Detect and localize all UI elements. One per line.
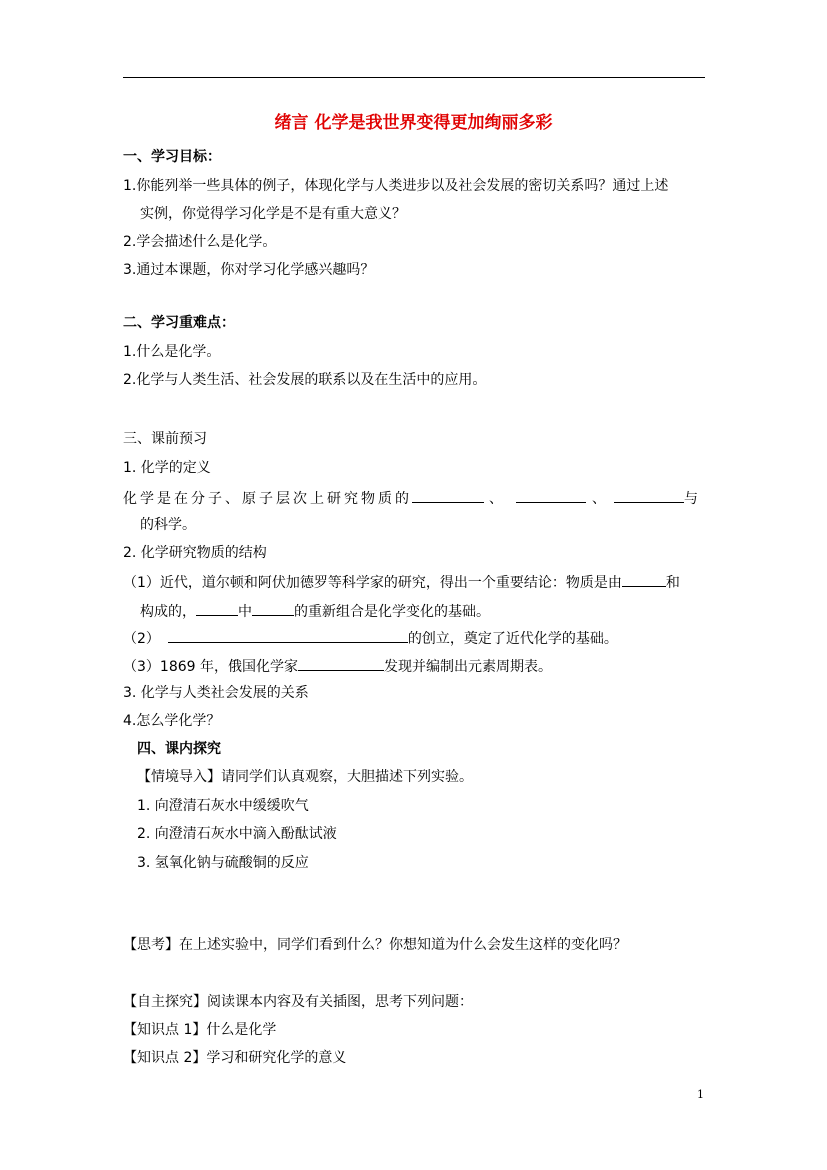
fill-blank[interactable] — [412, 488, 484, 503]
structure-item-3 — [123, 656, 552, 676]
fill-blank[interactable] — [622, 572, 666, 587]
scenario-intro: 【情境导入】请同学们认真观察，大胆描述下列实验。 — [137, 769, 473, 785]
structure-item-2 — [123, 628, 618, 648]
structure-text: 的重新组合是化学变化的基础。 — [294, 604, 490, 620]
experiment-item: 3. 氢氧化钠与硫酸铜的反应 — [137, 855, 309, 871]
structure-text: （2） — [123, 631, 160, 647]
definition-line2: 的科学。 — [140, 517, 196, 533]
structure-text: 发现并编制出元素周期表。 — [384, 659, 552, 675]
self-explore-prompt: 【自主探究】阅读课本内容及有关插图，思考下列问题： — [123, 994, 473, 1010]
key-point-item: 2.化学与人类生活、社会发展的联系以及在生活中的应用。 — [123, 372, 487, 388]
goal-item: 3.通过本课题，你对学习化学感兴趣吗？ — [123, 262, 375, 278]
goal-item: 2.学会描述什么是化学。 — [123, 234, 277, 250]
structure-text: 中 — [238, 604, 252, 620]
structure-text: 的创立，奠定了近代化学的基础。 — [407, 631, 618, 647]
header-rule — [123, 77, 705, 78]
structure-text: 和 — [665, 575, 680, 591]
goal-item: 实例，你觉得学习化学是不是有重大意义？ — [140, 206, 406, 222]
definition-text: 化学是在分子、原子层次上研究物质的 — [123, 491, 412, 507]
goal-item: 1.你能列举一些具体的例子，体现化学与人类进步以及社会发展的密切关系吗？通过上述 — [123, 178, 669, 194]
key-points-heading: 二、学习重难点： — [123, 315, 235, 331]
explore-heading: 四、课内探究 — [137, 741, 221, 757]
fill-blank[interactable] — [614, 488, 684, 503]
knowledge-point-2: 【知识点 2】学习和研究化学的意义 — [123, 1050, 347, 1066]
fill-blank[interactable] — [516, 488, 586, 503]
knowledge-point-1: 【知识点 1】什么是化学 — [123, 1022, 277, 1038]
how-to-heading: 4.怎么学化学？ — [123, 713, 221, 729]
preview-heading: 三、课前预习 — [123, 431, 207, 447]
structure-text: （3）1869 年，俄国化学家 — [123, 659, 298, 675]
goals-heading: 一、学习目标： — [123, 149, 221, 165]
definition-heading: 1. 化学的定义 — [123, 460, 211, 476]
key-point-item: 1.什么是化学。 — [123, 344, 221, 360]
fill-blank[interactable] — [252, 601, 294, 616]
structure-text: （1）近代，道尔顿和阿伏加德罗等科学家的研究，得出一个重要结论：物质是由 — [123, 575, 622, 591]
fill-blank[interactable] — [168, 628, 408, 643]
structure-item-1 — [123, 572, 680, 592]
experiment-item: 1. 向澄清石灰水中缓缓吹气 — [137, 798, 309, 814]
experiment-item: 2. 向澄清石灰水中滴入酚酞试液 — [137, 826, 337, 842]
structure-heading: 2. 化学研究物质的结构 — [123, 545, 267, 561]
think-prompt: 【思考】在上述实验中，同学们看到什么？你想知道为什么会发生这样的变化吗？ — [123, 937, 627, 953]
fill-blank[interactable] — [196, 601, 238, 616]
document-title: 绪言 化学是我世界变得更加绚丽多彩 — [274, 113, 553, 133]
relation-heading: 3. 化学与人类社会发展的关系 — [123, 685, 309, 701]
structure-text: 构成的， — [140, 604, 196, 620]
definition-line — [123, 488, 698, 508]
separator: 、 — [489, 491, 503, 507]
fill-blank[interactable] — [298, 656, 384, 671]
structure-item-1-cont — [140, 601, 490, 621]
separator: 、 — [592, 491, 606, 507]
page-number: 1 — [697, 1088, 704, 1101]
definition-end: 与 — [684, 491, 698, 507]
